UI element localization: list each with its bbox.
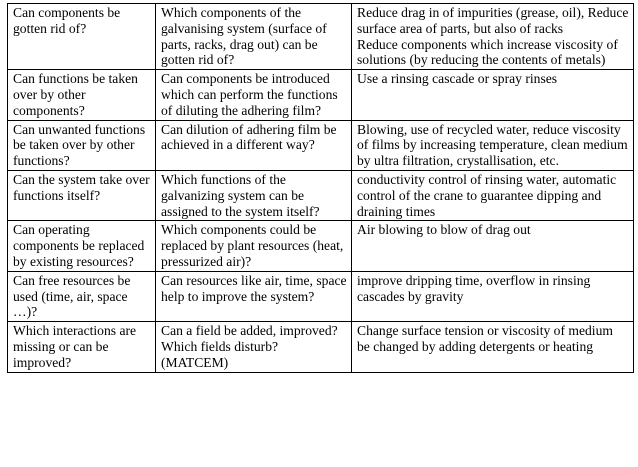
table-row bbox=[8, 4, 634, 70]
method-cell: Can dilution of adhering film be achieved in a different way? bbox=[156, 120, 352, 170]
question-cell: Can functions be taken over by other components? bbox=[8, 70, 156, 120]
answer-line: conductivity control of rinsing water, automatic control of the crane to guarantee dipping and draining times bbox=[357, 171, 617, 219]
table-row bbox=[8, 170, 634, 220]
answer-cell bbox=[352, 120, 634, 170]
answer-cell bbox=[352, 322, 634, 372]
answer-line: Change surface tension or viscosity of medium be changed by adding detergents or heating bbox=[357, 323, 613, 354]
question-cell: Can free resources be used (time, air, space …)? bbox=[8, 271, 156, 321]
table-row bbox=[8, 271, 634, 321]
question-cell: Can operating components be replaced by existing resources? bbox=[8, 221, 156, 271]
trizz-question-table bbox=[7, 3, 634, 373]
method-cell: Can components be introduced which can perform the functions of diluting the adhering film? bbox=[156, 70, 352, 120]
method-cell: Can a field be added, improved? Which fields disturb? (MATCEM) bbox=[156, 322, 352, 372]
answer-cell bbox=[352, 170, 634, 220]
table-row bbox=[8, 322, 634, 372]
question-cell: Can unwanted functions be taken over by other functions? bbox=[8, 120, 156, 170]
method-cell: Can resources like air, time, space help to improve the system? bbox=[156, 271, 352, 321]
answer-line: Blowing, use of recycled water, reduce viscosity of films by increasing temperature, clean medium by ultra filtration, crystallisation, etc. bbox=[357, 121, 628, 169]
method-cell: Which components could be replaced by plant resources (heat, pressurized air)? bbox=[156, 221, 352, 271]
method-cell: Which components of the galvanising system (surface of parts, racks, drag out) can be gotten rid of? bbox=[156, 4, 352, 70]
question-cell: Which interactions are missing or can be improved? bbox=[8, 322, 156, 372]
answer-line: Air blowing to blow of drag out bbox=[357, 222, 531, 238]
question-cell: Can components be gotten rid of? bbox=[8, 4, 156, 70]
answer-line: Use a rinsing cascade or spray rinses bbox=[357, 71, 558, 87]
answer-cell bbox=[352, 70, 634, 120]
table-row bbox=[8, 70, 634, 120]
answer-line: Reduce components which increase viscosity of solutions (by reducing the contents of metals) bbox=[357, 36, 618, 68]
answer-cell bbox=[352, 221, 634, 271]
answer-line: improve dripping time, overflow in rinsing cascades by gravity bbox=[357, 272, 591, 304]
question-cell: Can the system take over functions itself? bbox=[8, 170, 156, 220]
answer-line: Reduce drag in of impurities (grease, oil), Reduce surface area of parts, but also of racks bbox=[357, 5, 629, 36]
table-row bbox=[8, 221, 634, 271]
table-row bbox=[8, 120, 634, 170]
answer-cell bbox=[352, 4, 634, 70]
answer-cell bbox=[352, 271, 634, 321]
method-cell: Which functions of the galvanizing system can be assigned to the system itself? bbox=[156, 170, 352, 220]
